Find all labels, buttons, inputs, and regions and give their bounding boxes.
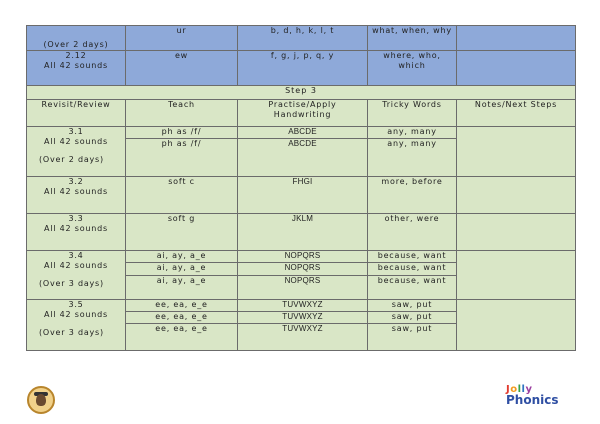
handwriting-cell: b, d, h, k, l, t (238, 26, 368, 51)
table-row (27, 214, 576, 251)
notes-cell (457, 177, 576, 214)
teach-cell: ai, ay, a_e (126, 275, 238, 300)
teach-cell: ur (126, 26, 238, 51)
teacher-owl-badge-icon (27, 386, 55, 414)
jolly-phonics-logo (506, 384, 576, 414)
header-practise: Practise/Apply Handwriting (238, 100, 368, 127)
tricky-words-cell: what, when, why (368, 26, 457, 51)
handwriting-cell: TUVWXYZ (238, 324, 368, 351)
notes-cell (457, 26, 576, 51)
review-cell: 3.5 All 42 sounds (Over 3 days) (27, 300, 126, 351)
table-row (27, 51, 576, 86)
handwriting-cell: FHGI (238, 177, 368, 214)
teach-cell: ee, ea, e_e (126, 324, 238, 351)
header-teach: Teach (126, 100, 238, 127)
teach-cell: soft g (126, 214, 238, 251)
teach-cell: ee, ea, e_e (126, 312, 238, 324)
review-cell: 3.4 All 42 sounds (Over 3 days) (27, 251, 126, 300)
teach-cell: ai, ay, a_e (126, 263, 238, 275)
header-tricky: Tricky Words (368, 100, 457, 127)
table-row (27, 177, 576, 214)
review-cell: 3.1 All 42 sounds (Over 2 days) (27, 127, 126, 177)
brand-jolly: Jolly (506, 384, 533, 395)
handwriting-cell: JKLM (238, 214, 368, 251)
teach-cell: ph as /f/ (126, 139, 238, 177)
tricky-words-cell: any, many (368, 127, 457, 139)
teach-cell: ew (126, 51, 238, 86)
tricky-words-cell: where, who, which (368, 51, 457, 86)
tricky-words-cell: other, were (368, 214, 457, 251)
step-title-row (27, 86, 576, 100)
handwriting-cell: ABCDE (238, 139, 368, 177)
teach-cell: ph as /f/ (126, 127, 238, 139)
handwriting-cell: NOPQRS (238, 263, 368, 275)
teach-cell: ee, ea, e_e (126, 300, 238, 312)
teach-cell: soft c (126, 177, 238, 214)
tricky-words-cell: because, want (368, 263, 457, 275)
header-notes: Notes/Next Steps (457, 100, 576, 127)
review-cell: 3.2 All 42 sounds (27, 177, 126, 214)
review-cell: (Over 2 days) (27, 26, 126, 51)
tricky-words-cell: saw, put (368, 300, 457, 312)
notes-cell (457, 300, 576, 351)
handwriting-cell: NOPQRS (238, 275, 368, 300)
table-row (27, 127, 576, 139)
notes-cell (457, 214, 576, 251)
step-title: Step 3 (27, 86, 576, 100)
handwriting-cell: f, g, j, p, q, y (238, 51, 368, 86)
header-revisit: Revisit/Review (27, 100, 126, 127)
handwriting-cell: TUVWXYZ (238, 300, 368, 312)
tricky-words-cell: because, want (368, 275, 457, 300)
notes-cell (457, 51, 576, 86)
handwriting-cell: ABCDE (238, 127, 368, 139)
planning-table (26, 25, 576, 351)
table-row (27, 251, 576, 263)
notes-cell (457, 251, 576, 300)
tricky-words-cell: saw, put (368, 312, 457, 324)
tricky-words-cell: because, want (368, 251, 457, 263)
tricky-words-cell: any, many (368, 139, 457, 177)
handwriting-cell: NOPQRS (238, 251, 368, 263)
table-row (27, 26, 576, 51)
notes-cell (457, 127, 576, 177)
tricky-words-cell: more, before (368, 177, 457, 214)
brand-phonics: Phonics (506, 393, 559, 407)
teach-cell: ai, ay, a_e (126, 251, 238, 263)
column-header-row (27, 100, 576, 127)
review-cell: 2.12 All 42 sounds (27, 51, 126, 86)
table-row (27, 300, 576, 312)
tricky-words-cell: saw, put (368, 324, 457, 351)
review-cell: 3.3 All 42 sounds (27, 214, 126, 251)
handwriting-cell: TUVWXYZ (238, 312, 368, 324)
